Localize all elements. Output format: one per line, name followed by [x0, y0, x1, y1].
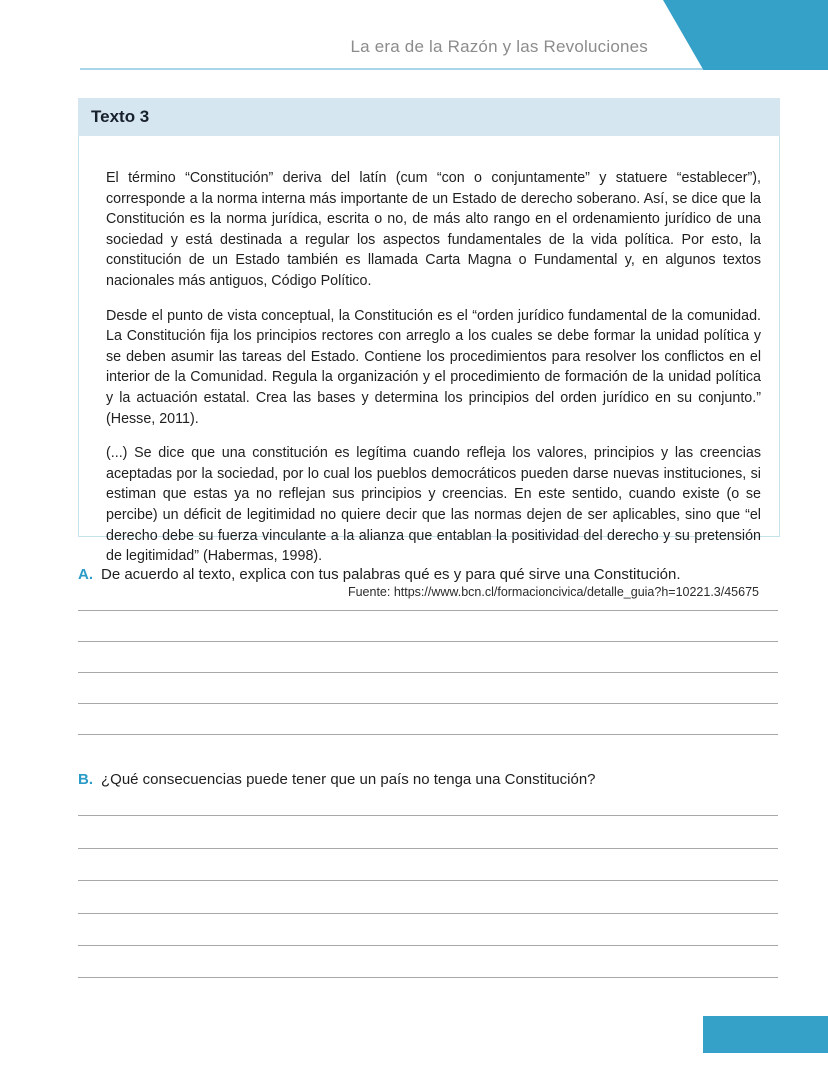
texto-box-body [79, 136, 779, 599]
question-a-text: De acuerdo al texto, explica con tus palabras qué es y para qué sirve una Constitución. [101, 566, 681, 583]
footer-accent-bar [703, 1016, 828, 1053]
answer-lines-a [78, 580, 778, 735]
texto-box-header [78, 98, 780, 136]
answer-line [78, 784, 778, 816]
texto-box-title: Texto 3 [91, 107, 150, 126]
paragraph-definition: El término “Constitución” deriva del latín (cum “con o conjuntamente” y statuere “establecer”), corresponde a la norma interna más importante de un Estado de derecho soberano. Así, se dice que la Constitución es la norma jurídica, escrita o no, de más alto rango en el ordenamiento jurídico de una sociedad y está destinada a regular los aspectos fundamentales de la vida política. Por esto, la constitución de un Estado también es llamada Carta Magna o Fundamental y, en algunos textos nacionales más antiguos, Código Político. [106, 170, 761, 289]
page-header-title: La era de la Razón y las Revoluciones [350, 37, 648, 56]
answer-line [78, 914, 778, 946]
paragraph-conceptual: Desde el punto de vista conceptual, la Constitución es el “orden jurídico fundamental de la comunidad. La Constitución fija los principios rectores con arreglo a los cuales se debe formar la unidad política y se deben asumir las tareas del Estado. Contiene los procedimientos para resolver los conflictos en el interior de la Comunidad. Regula la organización y el procedimiento de formación de la unidad política y la actuación estatal. Crea las bases y determina los principios del orden jurídico en su conjunto.” (Hesse, 2011). [106, 307, 761, 427]
question-a-letter: A. [78, 566, 93, 583]
answer-line [78, 946, 778, 978]
answer-line [78, 704, 778, 735]
answer-line [78, 611, 778, 642]
source-citation: Fuente: https://www.bcn.cl/formacioncivica/detalle_guia?h=10221.3/45675 [347, 584, 759, 599]
answer-line [78, 580, 778, 611]
answer-line [78, 849, 778, 881]
corner-accent-shape [663, 0, 828, 70]
answer-lines-b [78, 784, 778, 978]
question-b-text: ¿Qué consecuencias puede tener que un país no tenga una Constitución? [101, 771, 596, 788]
answer-line [78, 881, 778, 913]
answer-line [78, 642, 778, 673]
answer-line [78, 673, 778, 704]
paragraph-legitimacy: (...) Se dice que una constitución es legítima cuando refleja los valores, principios y las creencias aceptadas por la sociedad, por lo cual los pueblos democráticos pueden darse nuevas instituciones, si estiman que estas ya no reflejan sus principios y creencias. En este sentido, cuando existe (o se percibe) un déficit de legitimidad no quiere decir que las normas dejen de ser aplicables, sino que “el derecho debe su fuerza vinculante a la alianza que entablan la positividad del derecho y su pretensión de legitimidad” (Habermas, 1998). [106, 445, 761, 565]
answer-line [78, 816, 778, 848]
question-b-letter: B. [78, 771, 93, 788]
